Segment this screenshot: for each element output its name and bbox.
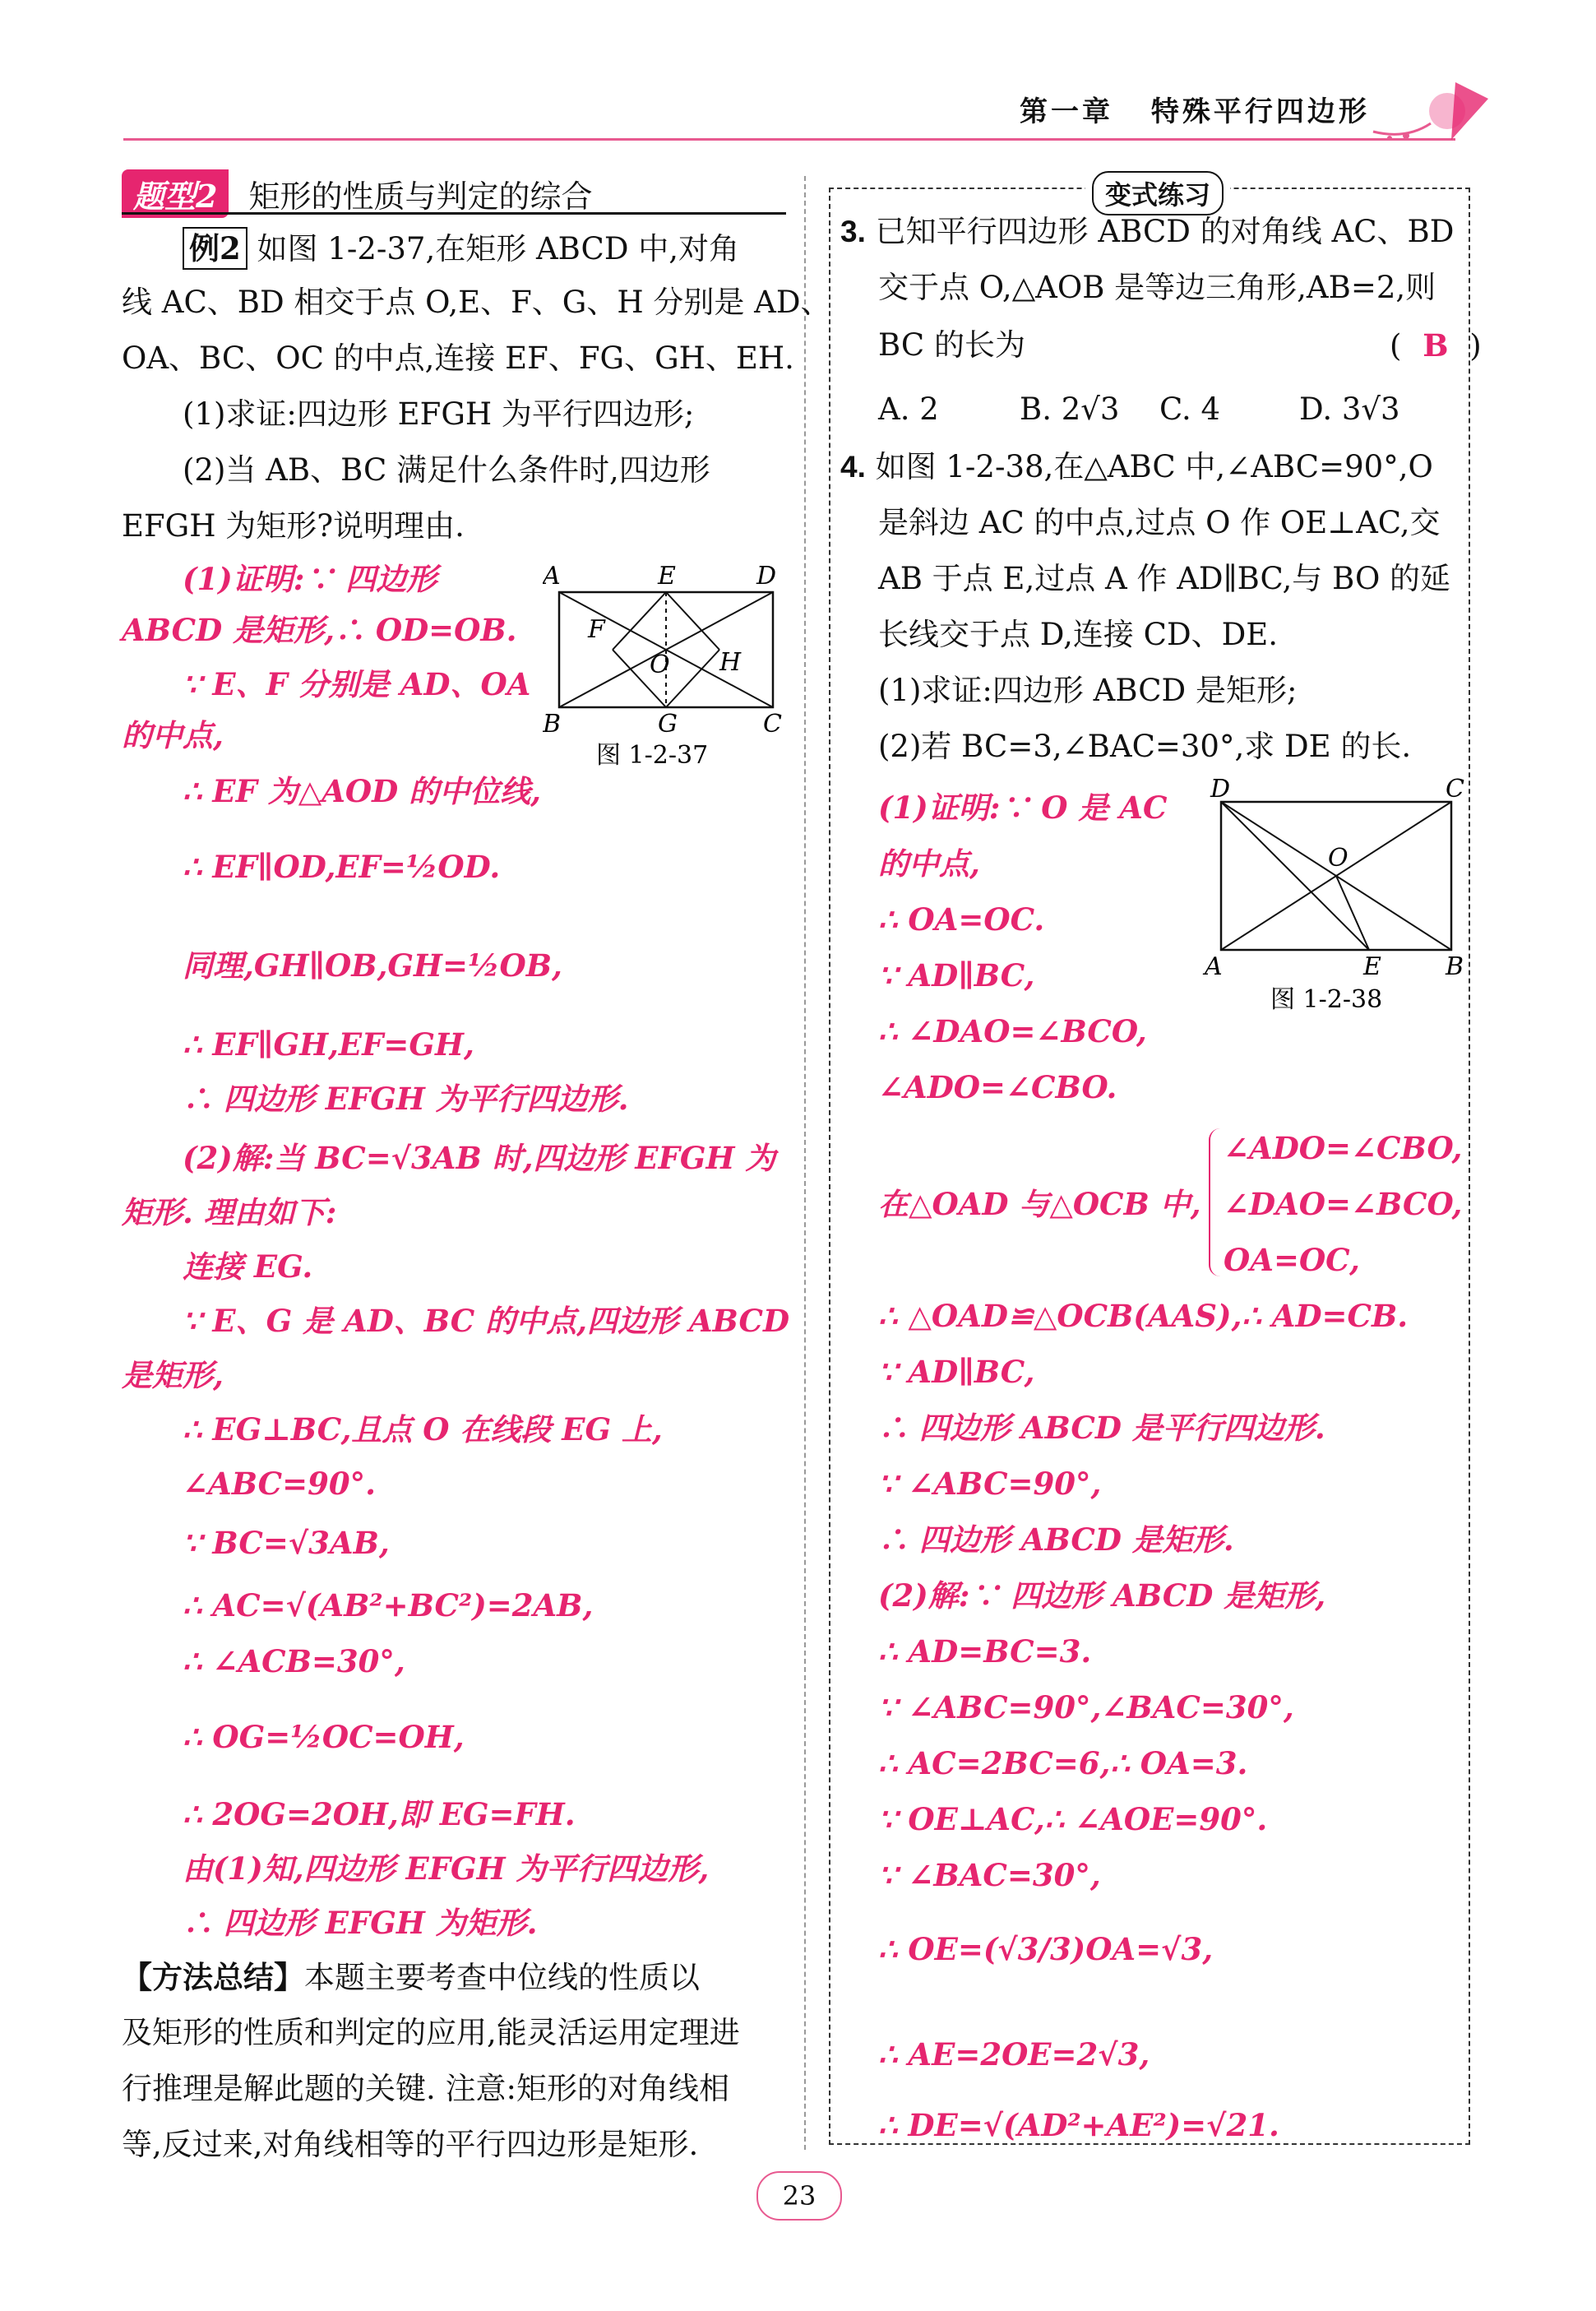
fig1-label-h: H xyxy=(719,648,742,677)
chapter-label: 第一章 xyxy=(1020,95,1113,128)
practice-tag-wrap xyxy=(1085,171,1230,215)
q4-sol2-line-6: (2)解:∵ 四边形 ABCD 是矩形, xyxy=(878,1577,1326,1614)
sol-line-18: ∴ AC=√(AB²+BC²)=2AB, xyxy=(183,1587,594,1623)
running-header xyxy=(1020,89,1370,129)
fig1-label-f: F xyxy=(588,615,605,644)
q4-sol-line-3: ∴ OA=OC. xyxy=(878,901,1045,938)
q4-line-6: (2)若 BC=3,∠BAC=30°,求 DE 的长. xyxy=(878,729,1412,764)
sol-line-3: ∵ E、F 分别是 AD、OA xyxy=(183,666,531,702)
system-brace xyxy=(1209,1128,1222,1276)
sol-line-4: 的中点, xyxy=(122,717,224,753)
page-number: 23 xyxy=(756,2171,842,2221)
fig1-label-e: E xyxy=(658,562,676,590)
problem-line-2: 线 AC、BD 相交于点 O,E、F、G、H 分别是 AD、 xyxy=(122,285,831,320)
q4-system-1: ∠ADO=∠CBO, xyxy=(1224,1130,1463,1166)
summary-line-4: 等,反过来,对角线相等的平行四边形是矩形. xyxy=(122,2127,699,2162)
fig2-label-b: B xyxy=(1446,952,1464,981)
q4-line-5: (1)求证:四边形 ABCD 是矩形; xyxy=(878,673,1298,708)
fig2-label-c: C xyxy=(1446,777,1464,804)
q4-system-3: OA=OC, xyxy=(1224,1242,1360,1278)
sol-line-21: ∴ 2OG=2OH,即 EG=FH. xyxy=(183,1796,576,1832)
q4-sol2-line-11: ∵ ∠BAC=30°, xyxy=(878,1857,1101,1893)
q4-sol2-line-4: ∵ ∠ABC=90°, xyxy=(878,1466,1102,1502)
fig1-caption: 图 1-2-37 xyxy=(596,741,709,770)
sol-line-20: ∴ OG=½OC=OH, xyxy=(183,1719,465,1755)
sol-line-10: (2)解:当 BC=√3AB 时,四边形 EFGH 为 xyxy=(183,1140,776,1176)
problem-line-3: OA、BC、OC 的中点,连接 EF、FG、GH、EH. xyxy=(122,340,794,376)
fig2-label-a: A xyxy=(1205,952,1223,981)
figure-1-2-38 xyxy=(1200,777,1472,1016)
q4-sol-line-4: ∵ AD∥BC, xyxy=(878,957,1035,993)
sol-line-17: ∵ BC=√3AB, xyxy=(183,1525,390,1561)
problem-line-4: (1)求证:四边形 EFGH 为平行四边形; xyxy=(183,396,695,432)
q4-sol2-line-12: ∴ OE=(√3/3)OA=√3, xyxy=(878,1931,1214,1967)
sol-line-19: ∴ ∠ACB=30°, xyxy=(183,1643,405,1679)
sol-line-16: ∠ABC=90°. xyxy=(183,1466,376,1502)
chapter-title: 特殊平行四边形 xyxy=(1150,95,1370,128)
q3-line-1: 3. 已知平行四边形 ABCD 的对角线 AC、BD xyxy=(840,214,1455,249)
q4-system-prefix: 在△OAD 与△OCB 中, xyxy=(878,1186,1201,1222)
sol-line-12: 连接 EG. xyxy=(183,1248,313,1285)
section-heading xyxy=(122,169,593,218)
sol-line-5: ∴ EF 为△AOD 的中位线, xyxy=(183,773,542,809)
q4-system-2: ∠DAO=∠BCO, xyxy=(1224,1186,1463,1222)
q4-sol2-line-3: ∴ 四边形 ABCD 是平行四边形. xyxy=(878,1410,1325,1446)
q3-line-3: BC 的长为 xyxy=(878,327,1025,363)
q3-option-b: B. 2√3 xyxy=(1020,391,1120,427)
fig2-label-d: D xyxy=(1210,777,1231,804)
sol-line-23: ∴ 四边形 EFGH 为矩形. xyxy=(183,1905,538,1941)
q3-option-c: C. 4 xyxy=(1159,391,1221,427)
fig1-label-b: B xyxy=(543,710,562,739)
q4-sol-line-1: (1)证明:∵ O 是 AC xyxy=(878,790,1168,826)
q4-line-2: 是斜边 AC 的中点,过点 O 作 OE⊥AC,交 xyxy=(878,505,1441,540)
summary-line-1: 【方法总结】本题主要考查中位线的性质以 xyxy=(122,1959,700,1995)
q4-sol2-line-13: ∴ AE=2OE=2√3, xyxy=(878,2036,1150,2072)
problem-line-1: 例2 如图 1-2-37,在矩形 ABCD 中,对角 xyxy=(183,227,739,270)
sol-line-13: ∵ E、G 是 AD、BC 的中点,四边形 ABCD xyxy=(183,1303,790,1339)
q4-sol2-line-2: ∵ AD∥BC, xyxy=(878,1354,1035,1390)
sol-line-9: ∴ 四边形 EFGH 为平行四边形. xyxy=(183,1081,629,1117)
q4-sol-line-5: ∴ ∠DAO=∠BCO, xyxy=(878,1013,1147,1049)
column-divider xyxy=(804,176,806,2150)
q4-sol2-line-1: ∴ △OAD≌△OCB(AAS),∴ AD=CB. xyxy=(878,1298,1409,1334)
q4-sol2-line-9: ∴ AC=2BC=6,∴ OA=3. xyxy=(878,1745,1248,1781)
fig1-label-g: G xyxy=(658,710,678,739)
q4-line-1: 4. 如图 1-2-38,在△ABC 中,∠ABC=90°,O xyxy=(840,449,1433,484)
sol-line-1: (1)证明:∵ 四边形 xyxy=(183,561,437,597)
q4-sol2-line-7: ∴ AD=BC=3. xyxy=(878,1633,1092,1670)
q4-sol2-line-14: ∴ DE=√(AD²+AE²)=√21. xyxy=(878,2107,1279,2143)
q4-sol2-line-5: ∴ 四边形 ABCD 是矩形. xyxy=(878,1521,1234,1558)
fig1-label-a: A xyxy=(543,562,561,590)
q3-option-a: A. 2 xyxy=(878,391,939,427)
q4-line-4: 长线交于点 D,连接 CD、DE. xyxy=(878,617,1279,652)
q4-sol-line-6: ∠ADO=∠CBO. xyxy=(878,1069,1117,1105)
q3-answer: ( B ) xyxy=(1390,327,1482,364)
summary-line-3: 行推理是解此题的关键. 注意:矩形的对角线相 xyxy=(122,2071,729,2106)
q3-option-d: D. 3√3 xyxy=(1299,391,1400,427)
q4-sol-line-2: 的中点, xyxy=(878,845,980,882)
figure-1-2-37 xyxy=(543,551,789,773)
q4-number: 4. xyxy=(840,450,866,484)
q3-number: 3. xyxy=(840,215,866,248)
sol-line-2: ABCD 是矩形,∴ OD=OB. xyxy=(122,612,517,648)
sol-line-11: 矩形. 理由如下: xyxy=(122,1194,337,1230)
fig1-label-d: D xyxy=(756,562,777,590)
header-rule xyxy=(123,138,1455,141)
example-tag: 例2 xyxy=(183,227,247,270)
section-tag: 题型2 xyxy=(122,169,229,218)
q3-line-2: 交于点 O,△AOB 是等边三角形,AB=2,则 xyxy=(878,270,1436,305)
section-rule xyxy=(122,212,786,215)
sol-line-14: 是矩形, xyxy=(122,1357,224,1393)
sol-line-6: ∴ EF∥OD,EF=½OD. xyxy=(183,849,501,885)
fig1-label-o: O xyxy=(650,651,670,679)
fig2-label-e: E xyxy=(1363,952,1381,981)
pencil-decoration-icon xyxy=(1357,66,1497,148)
fig1-label-c: C xyxy=(763,710,782,739)
summary-line-2: 及矩形的性质和判定的应用,能灵活运用定理进 xyxy=(122,2015,740,2050)
q4-sol2-line-8: ∵ ∠ABC=90°,∠BAC=30°, xyxy=(878,1689,1294,1725)
problem-line-6: EFGH 为矩形?说明理由. xyxy=(122,508,465,544)
sol-line-8: ∴ EF∥GH,EF=GH, xyxy=(183,1026,474,1063)
sol-line-22: 由(1)知,四边形 EFGH 为平行四边形, xyxy=(183,1850,710,1887)
sol-line-7: 同理,GH∥OB,GH=½OB, xyxy=(183,947,562,984)
fig2-caption: 图 1-2-38 xyxy=(1270,985,1383,1014)
problem-line-5: (2)当 AB、BC 满足什么条件时,四边形 xyxy=(183,452,710,488)
fig2-label-o: O xyxy=(1328,844,1349,873)
q3-answer-value: B xyxy=(1423,327,1449,364)
q4-sol2-line-10: ∵ OE⊥AC,∴ ∠AOE=90°. xyxy=(878,1801,1268,1837)
sol-line-15: ∴ EG⊥BC,且点 O 在线段 EG 上, xyxy=(183,1411,663,1447)
section-title: 矩形的性质与判定的综合 xyxy=(248,178,593,215)
summary-label: 【方法总结】 xyxy=(122,1959,304,1995)
practice-tag: 变式练习 xyxy=(1092,171,1224,215)
q4-line-3: AB 于点 E,过点 A 作 AD∥BC,与 BO 的延 xyxy=(878,561,1451,596)
